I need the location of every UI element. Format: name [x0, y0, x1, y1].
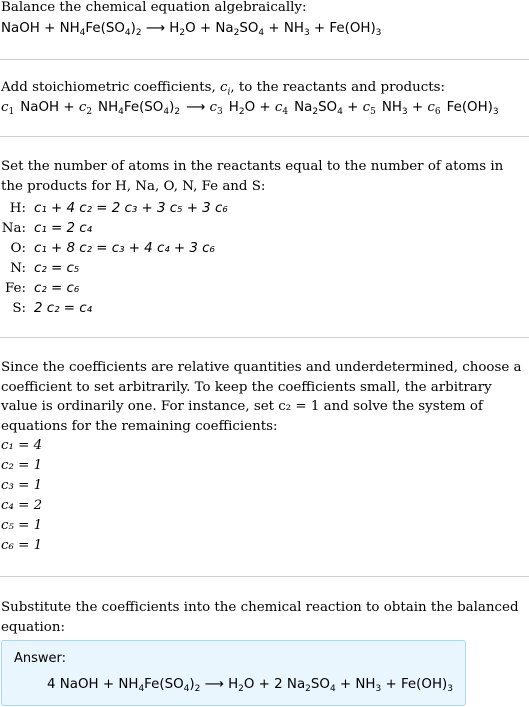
coefficient-value: c₁ = 4 [1, 438, 43, 453]
balance-row-n: N: c₂ = c₅ [10, 260, 80, 276]
divider [0, 337, 529, 338]
coefficient-value: c₅ = 1 [1, 518, 43, 533]
balanced-equation: 4 NaOH + $NH_4Fe(SO_4)_2$ ⟶ $H_2O + 2$ $Na_2SO_4 + NH_3 + Fe(OH)_3$ [47, 677, 453, 694]
balance-row-fe: Fe: c₂ = c₆ [5, 280, 80, 296]
solve-intro: Since the coefficients are relative quantities and underdetermined, choose a coefficient to set arbitrarily. To keep the coefficients small, the arbitrary value is ordinarily one. For instance, set c₂ = 1 and solve the system of equations for the remaining coefficients: [1, 360, 522, 434]
divider [0, 576, 529, 577]
answer-intro: Substitute the coefficients into the chemical reaction to obtain the balanced equation: [1, 600, 519, 635]
balance-row-s: S: 2 c₂ = c₄ [12, 300, 92, 316]
coefficient-value: c₄ = 2 [1, 498, 43, 513]
balance-row-o: O: c₁ + 8 c₂ = c₃ + 4 c₄ + 3 c₆ [10, 240, 215, 256]
coefficient-value: c₆ = 1 [1, 538, 43, 553]
coefficient-equation: $c_1$ NaOH + $c_2$ $NH_4Fe(SO_4)_2$ ⟶ $c_3$ $H_2O + c_4$ $Na_2SO_4 + c_5$ $NH_3 + c_6$ $Fe(OH)_3$ [1, 100, 499, 117]
answer-label: Answer: [14, 651, 67, 666]
atom-balance-system [0, 198, 228, 318]
unbalanced-equation: NaOH + $NH_4Fe(SO_4)_2$ ⟶ $H_2O + Na_2SO_4 + NH_3 + Fe(OH)_3$ [1, 21, 382, 38]
balance-row-h: H: c₁ + 4 c₂ = 2 c₃ + 3 c₅ + 3 c₆ [9, 200, 228, 216]
atom-balance-intro: Set the number of atoms in the reactants equal to the number of atoms in the products for H, Na, O, N, Fe and S: [1, 159, 504, 194]
coefficient-value: c₂ = 1 [1, 458, 43, 473]
divider [0, 59, 529, 60]
coefficient-value: c₃ = 1 [1, 478, 43, 493]
problem-intro: Balance the chemical equation algebraically: [1, 0, 307, 15]
divider [0, 136, 529, 137]
answer-box [1, 640, 466, 706]
coefficients-intro: Add stoichiometric coefficients, $c_i$, to the reactants and products: [1, 80, 445, 98]
balance-row-na: Na: c₁ = 2 c₄ [1, 220, 92, 236]
